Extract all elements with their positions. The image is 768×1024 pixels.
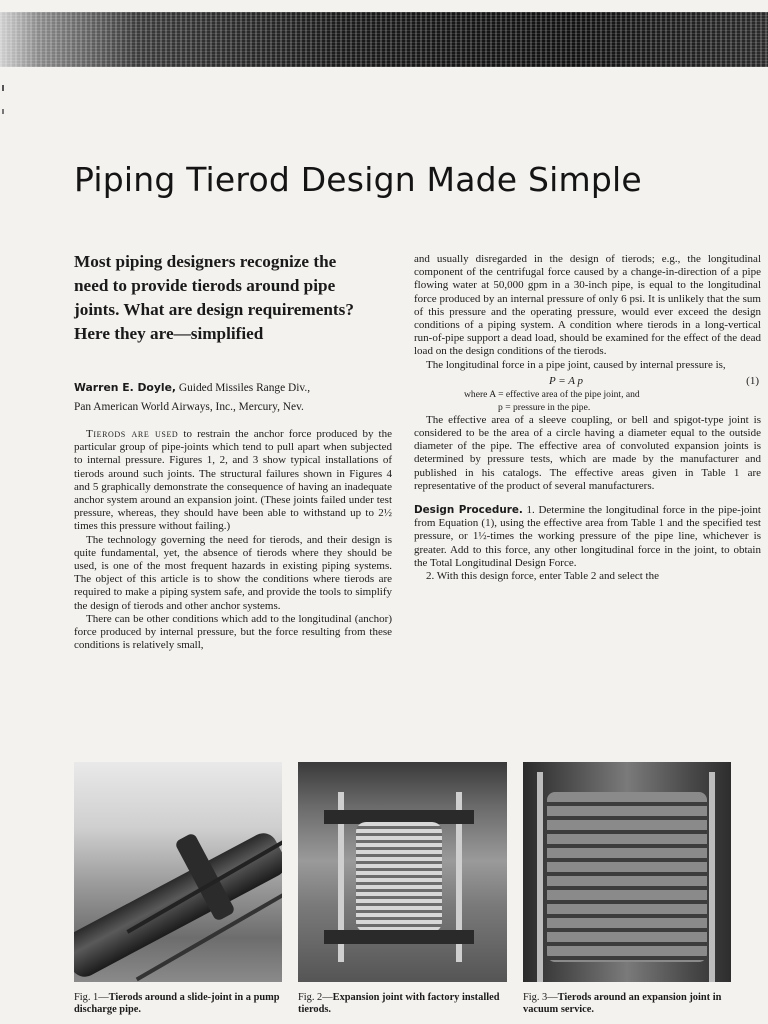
paragraph <box>74 428 392 534</box>
figure-2-caption <box>298 992 513 1016</box>
section-heading: Design Procedure. <box>414 504 523 517</box>
right-text-column <box>414 253 761 583</box>
paragraph: 2. With this design force, enter Table 2 and select the <box>426 570 659 583</box>
paragraph-text: to restrain the anchor force produced by the particular group of pipe-joints which tend to pull apart when subjected to internal pressure. Figures 1, 2, and 3 show typical installations of tierods around such joints. The structural failures shown in Figures 4 and 5 graphically demonstrate the consequence of having an inadequate anchor system around an expansion joint. (These joints failed under test pressure, whereas, they should have been able to withstand up to 2½ times this pressure without failing.) <box>74 428 392 533</box>
bellows-shape <box>356 822 442 932</box>
figure-label: Fig. 3— <box>523 992 558 1003</box>
paragraph: The effective area of a sleeve coupling, or bell and spigot-type joint is considered to be the area of a circle having a diameter equal to the outside diameter of the pipe. The effective area of convoluted expansion joints is determined by pressure tests, which are made by the manufacturer and published in his catalogs. The effective areas given in Table 1 are representative of the product of several manufacturers. <box>414 413 761 492</box>
equation-text: P = A p <box>549 374 584 387</box>
flange-shape <box>324 930 474 944</box>
expansion-joint-shape <box>547 792 707 962</box>
author-affiliation-1: Guided Missiles Range Div., <box>178 382 311 394</box>
equation-definition: p = pressure in the pipe. <box>498 401 591 413</box>
equation-1 <box>414 374 761 388</box>
figure-2-photo <box>298 762 507 982</box>
paragraph: There can be other conditions which add to the longitudinal (anchor) force produced by internal pressure, but the force resulting from these conditions is relatively small, <box>74 612 392 652</box>
equation-definition: where A = effective area of the pipe joint, and <box>464 388 640 400</box>
figure-3-photo <box>523 762 731 982</box>
tierod-shape <box>709 772 715 982</box>
figure-3-caption <box>523 992 738 1016</box>
paragraph: and usually disregarded in the design of tierods; e.g., the longitudinal component of the centrifugal force caused by a change-in-direction of a pipe flowing water at 50,000 gpm in a 30-inch pipe, is equal to the longitudinal force produced by an internal pressure of only 6 psi. It is unlikely that the sum of this pressure and the operating pressure, would ever exceed the design conditions of a piping system. A condition where tierods in a long-vertical run-of-pipe support a dead load, should be examined for the effect of the dead load on the design conditions of the tierods. <box>414 253 761 358</box>
article-title: Piping Tierod Design Made Simple <box>74 160 642 199</box>
paragraph: The longitudinal force in a pipe joint, caused by internal pressure is, <box>426 358 726 371</box>
left-text-column <box>74 428 392 652</box>
tierod-shape <box>537 772 543 982</box>
figure-label: Fig. 1— <box>74 992 109 1003</box>
author-affiliation-2: Pan American World Airways, Inc., Mercury, Nev. <box>74 401 304 413</box>
figure-label: Fig. 2— <box>298 992 333 1003</box>
paragraph <box>414 504 761 570</box>
paragraph: The technology governing the need for tierods, and their design is quite fundamental, yet, the absence of tierods where they should be used, is one of the most frequent hazards in existing piping systems. The object of this article is to show the conditions where tierods are required to make a piping system safe, and provide the tools to simplify the design of tierods and other anchor systems. <box>74 533 392 612</box>
scan-margin-marks <box>2 85 4 145</box>
byline <box>74 378 384 417</box>
figure-1-caption <box>74 992 289 1016</box>
equation-number: (1) <box>746 374 759 387</box>
paragraph-text: 1. Determine the longitudinal force in the pipe-joint from Equation (1), using the effective area from Table 1 and the specified test pressure, or 1½-times the working pressure of the pipe line, whichever is greater. Add to this force, any other longitudinal force in the joint, to obtain the Total Longitudinal Design Force. <box>414 504 761 569</box>
figure-1-photo <box>74 762 282 982</box>
caption-text: Tierods around a slide-joint in a pump discharge pipe. <box>74 992 280 1015</box>
lead-in: Tierods are used <box>86 428 179 440</box>
author-name: Warren E. Doyle, <box>74 381 177 394</box>
scanned-header-band <box>0 12 768 67</box>
caption-text: Expansion joint with factory installed tierods. <box>298 992 500 1015</box>
article-deck: Most piping designers recognize the need to provide tierods around pipe joints. What are design requirements? Here they are—simplified <box>74 252 354 343</box>
caption-text: Tierods around an expansion joint in vacuum service. <box>523 992 722 1015</box>
